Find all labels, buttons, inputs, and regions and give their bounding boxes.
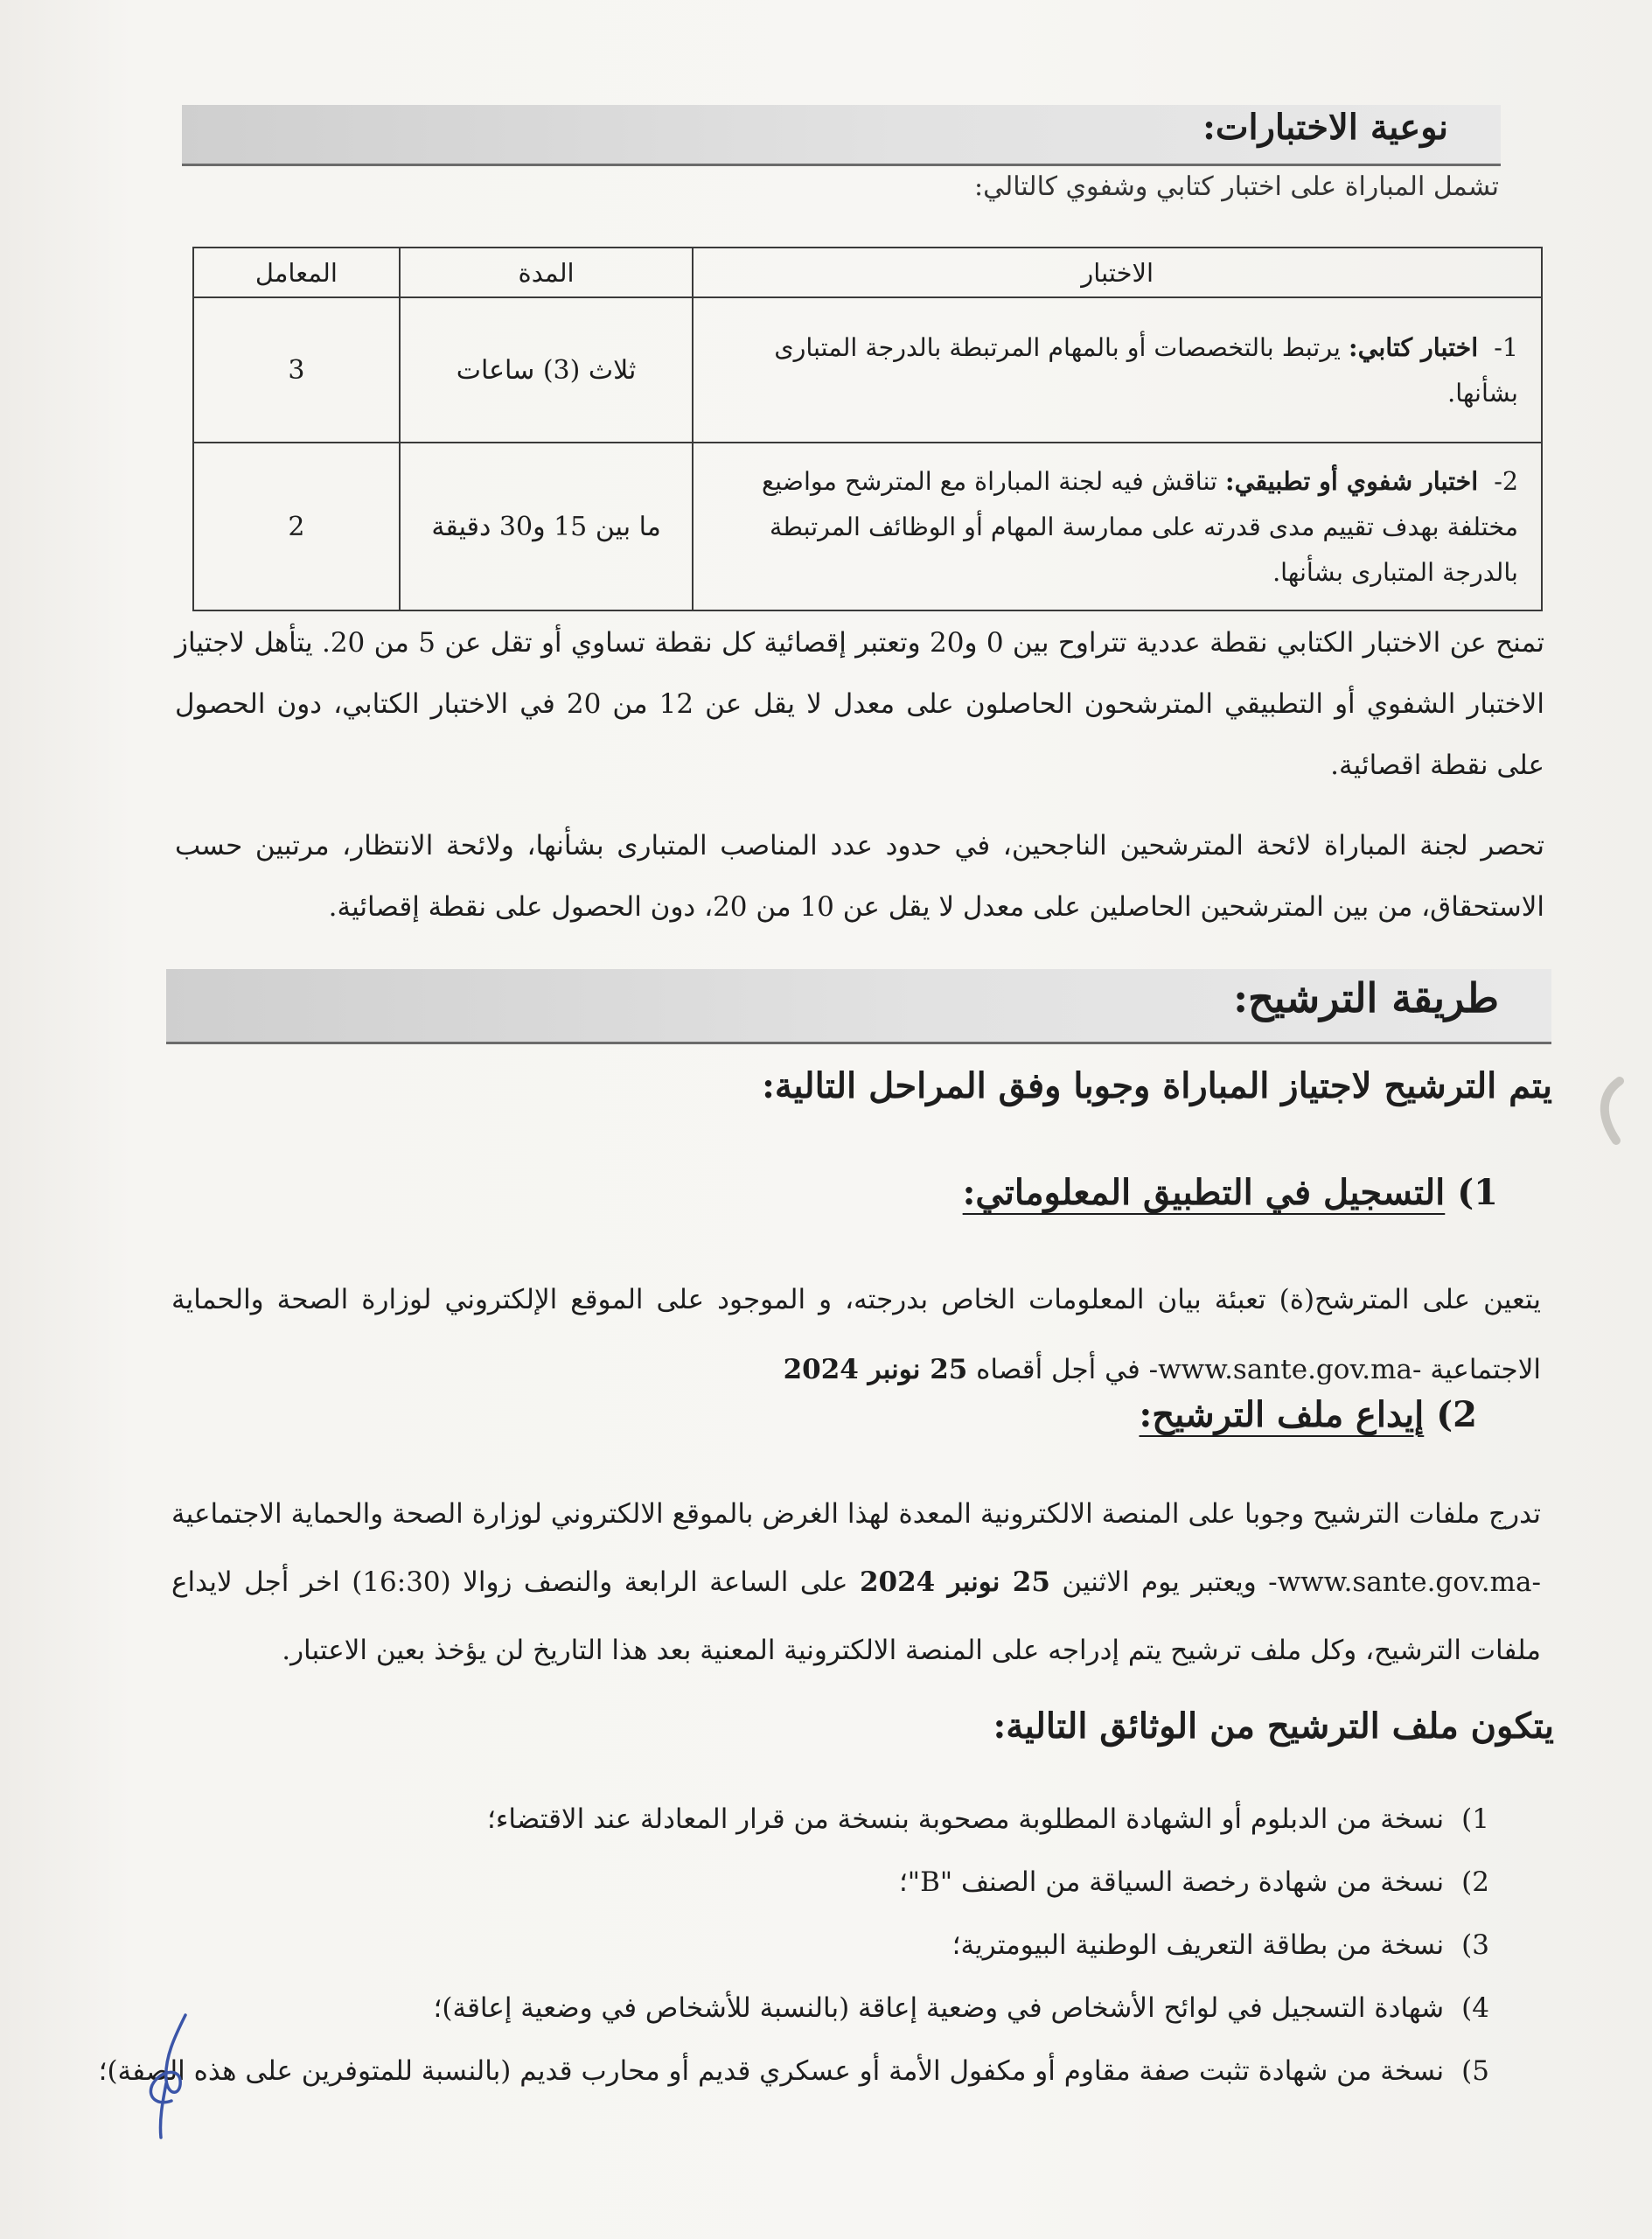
table-row bbox=[193, 297, 1542, 443]
tests-intro: تشمل المباراة على اختبار كتابي وشفوي كالتالي: bbox=[973, 171, 1499, 202]
list-item bbox=[99, 2055, 1489, 2087]
header-duration: المدة bbox=[400, 248, 694, 297]
section-header-application-method bbox=[166, 969, 1551, 1044]
list-item-number: 4) bbox=[1461, 1992, 1489, 2024]
step-2-deadline: 25 نونبر 2024 bbox=[859, 1566, 1050, 1598]
step-2-heading bbox=[1140, 1394, 1477, 1435]
step-number: 1) bbox=[1457, 1172, 1498, 1213]
step-number: 2) bbox=[1436, 1394, 1477, 1435]
list-item-number: 5) bbox=[1461, 2055, 1489, 2087]
list-item-text: نسخة من الدبلوم أو الشهادة المطلوبة مصحوبة بنسخة من قرار المعادلة عند الاقتضاء؛ bbox=[487, 1803, 1445, 1835]
list-item-number: 1) bbox=[1461, 1803, 1489, 1835]
step-label: إيداع ملف الترشيح: bbox=[1139, 1394, 1425, 1435]
step-2-body-a: تدرج ملفات الترشيح وجوبا على المنصة الالكترونية المعدة لهذا الغرض بالموقع الالكتروني لوزارة الصحة والحماية الاجتماعية -www.sante.gov.ma- ويعتبر يوم الاثنين bbox=[171, 1498, 1541, 1598]
list-item bbox=[487, 1803, 1489, 1835]
committee-paragraph: تحصر لجنة المباراة لائحة المترشحين الناجحين، في حدود عدد المناصب المتبارى بشأنها، ولائحة الانتظار، مرتبين حسب الاستحقاق، من بين المترشحين الحاصلين على معدل لا يقل عن 10 من 20، دون الحصول على نقطة إقصائية. bbox=[175, 830, 1544, 923]
header-test: الاختبار bbox=[693, 248, 1542, 297]
page-edge-shadow-icon bbox=[1590, 1076, 1625, 1146]
table-row bbox=[193, 443, 1542, 610]
handwritten-signature-icon bbox=[140, 2010, 201, 2141]
step-1-body: يتعين على المترشح(ة) تعبئة بيان المعلومات الخاص بدرجته، و الموجود على الموقع الإلكتروني لوزارة الصحة والحماية الاجتماعية -www.sante.gov.ma- في أجل أقصاه bbox=[171, 1284, 1541, 1385]
list-item-text: شهادة التسجيل في لوائح الأشخاص في وضعية إعاقة (بالنسبة للأشخاص في وضعية إعاقة)؛ bbox=[433, 1992, 1445, 2024]
list-item-number: 2) bbox=[1461, 1866, 1489, 1898]
list-item-text: نسخة من بطاقة التعريف الوطنية البيومترية؛ bbox=[951, 1929, 1445, 1961]
step-1-text bbox=[171, 1265, 1541, 1405]
scoring-paragraph: تمنح عن الاختبار الكتابي نقطة عددية تتراوح بين 0 و20 وتعتبر إقصائية كل نقطة تساوي أو تقل عن 5 من 20. يتأهل لاجتياز الاختبار الشفوي أو التطبيقي المترشحون الحاصلون على معدل لا يقل عن 12 من 20 في الاختبار الكتابي، دون الحصول على نقطة اقصائية. bbox=[175, 627, 1544, 781]
test-name: اختبار شفوي أو تطبيقي: bbox=[1225, 465, 1479, 496]
test-description: يرتبط بالتخصصات أو بالمهام المرتبطة بالدرجة المتبارى بشأنها. bbox=[774, 332, 1518, 408]
list-item-text: نسخة من شهادة تثبت صفة مقاوم أو مكفول الأمة أو عسكري قديم أو محارب قديم (بالنسبة للمتوفرين على هذه الصفة)؛ bbox=[98, 2055, 1445, 2087]
step-2-body-b: على الساعة الرابعة والنصف زوالا (16:30) اخر أجل لايداع ملفات الترشيح، وكل ملف ترشيح يتم إدراجه على المنصة الالكترونية المعنية بعد هذا التاريخ لن يؤخذ بعين الاعتبار. bbox=[171, 1566, 1541, 1666]
test-description-cell bbox=[693, 297, 1542, 443]
step-2-text bbox=[171, 1480, 1541, 1684]
section-title: نوعية الاختبارات: bbox=[1202, 107, 1448, 148]
section-header-test-types bbox=[182, 105, 1501, 166]
test-coefficient: 3 bbox=[193, 297, 400, 443]
step-1-deadline: 25 نونبر 2024 bbox=[783, 1354, 968, 1385]
header-coefficient: المعامل bbox=[193, 248, 400, 297]
list-item bbox=[952, 1929, 1489, 1961]
signature-stroke bbox=[150, 2015, 185, 2138]
test-number: 1- bbox=[1494, 332, 1518, 362]
test-coefficient: 2 bbox=[193, 443, 400, 610]
test-duration: ثلاث (3) ساعات bbox=[400, 297, 694, 443]
test-description-cell bbox=[693, 443, 1542, 610]
step-label: التسجيل في التطبيق المعلوماتي: bbox=[962, 1172, 1446, 1213]
table-header-row bbox=[193, 248, 1542, 297]
test-description: تناقش فيه لجنة المباراة مع المترشح مواضيع مختلفة بهدف تقييم مدى قدرته على ممارسة المهام أو الوظائف المرتبطة بالدرجة المتبارى بشأنها. bbox=[762, 466, 1518, 587]
test-duration: ما بين 15 و30 دقيقة bbox=[400, 443, 694, 610]
list-item-text: نسخة من شهادة رخصة السياقة من الصنف "B"؛ bbox=[898, 1866, 1445, 1898]
list-item bbox=[434, 1992, 1489, 2024]
documents-heading: يتكون ملف الترشيح من الوثائق التالية: bbox=[993, 1705, 1554, 1747]
test-name: اختبار كتابي: bbox=[1349, 331, 1479, 362]
tests-table bbox=[192, 247, 1543, 611]
section-title: طريقة الترشيح: bbox=[1233, 974, 1499, 1022]
step-1-heading bbox=[963, 1172, 1498, 1213]
list-item bbox=[899, 1866, 1489, 1898]
test-number: 2- bbox=[1494, 466, 1518, 496]
list-item-number: 3) bbox=[1461, 1929, 1489, 1961]
application-lead: يتم الترشيح لاجتياز المباراة وجوبا وفق المراحل التالية: bbox=[762, 1065, 1552, 1106]
